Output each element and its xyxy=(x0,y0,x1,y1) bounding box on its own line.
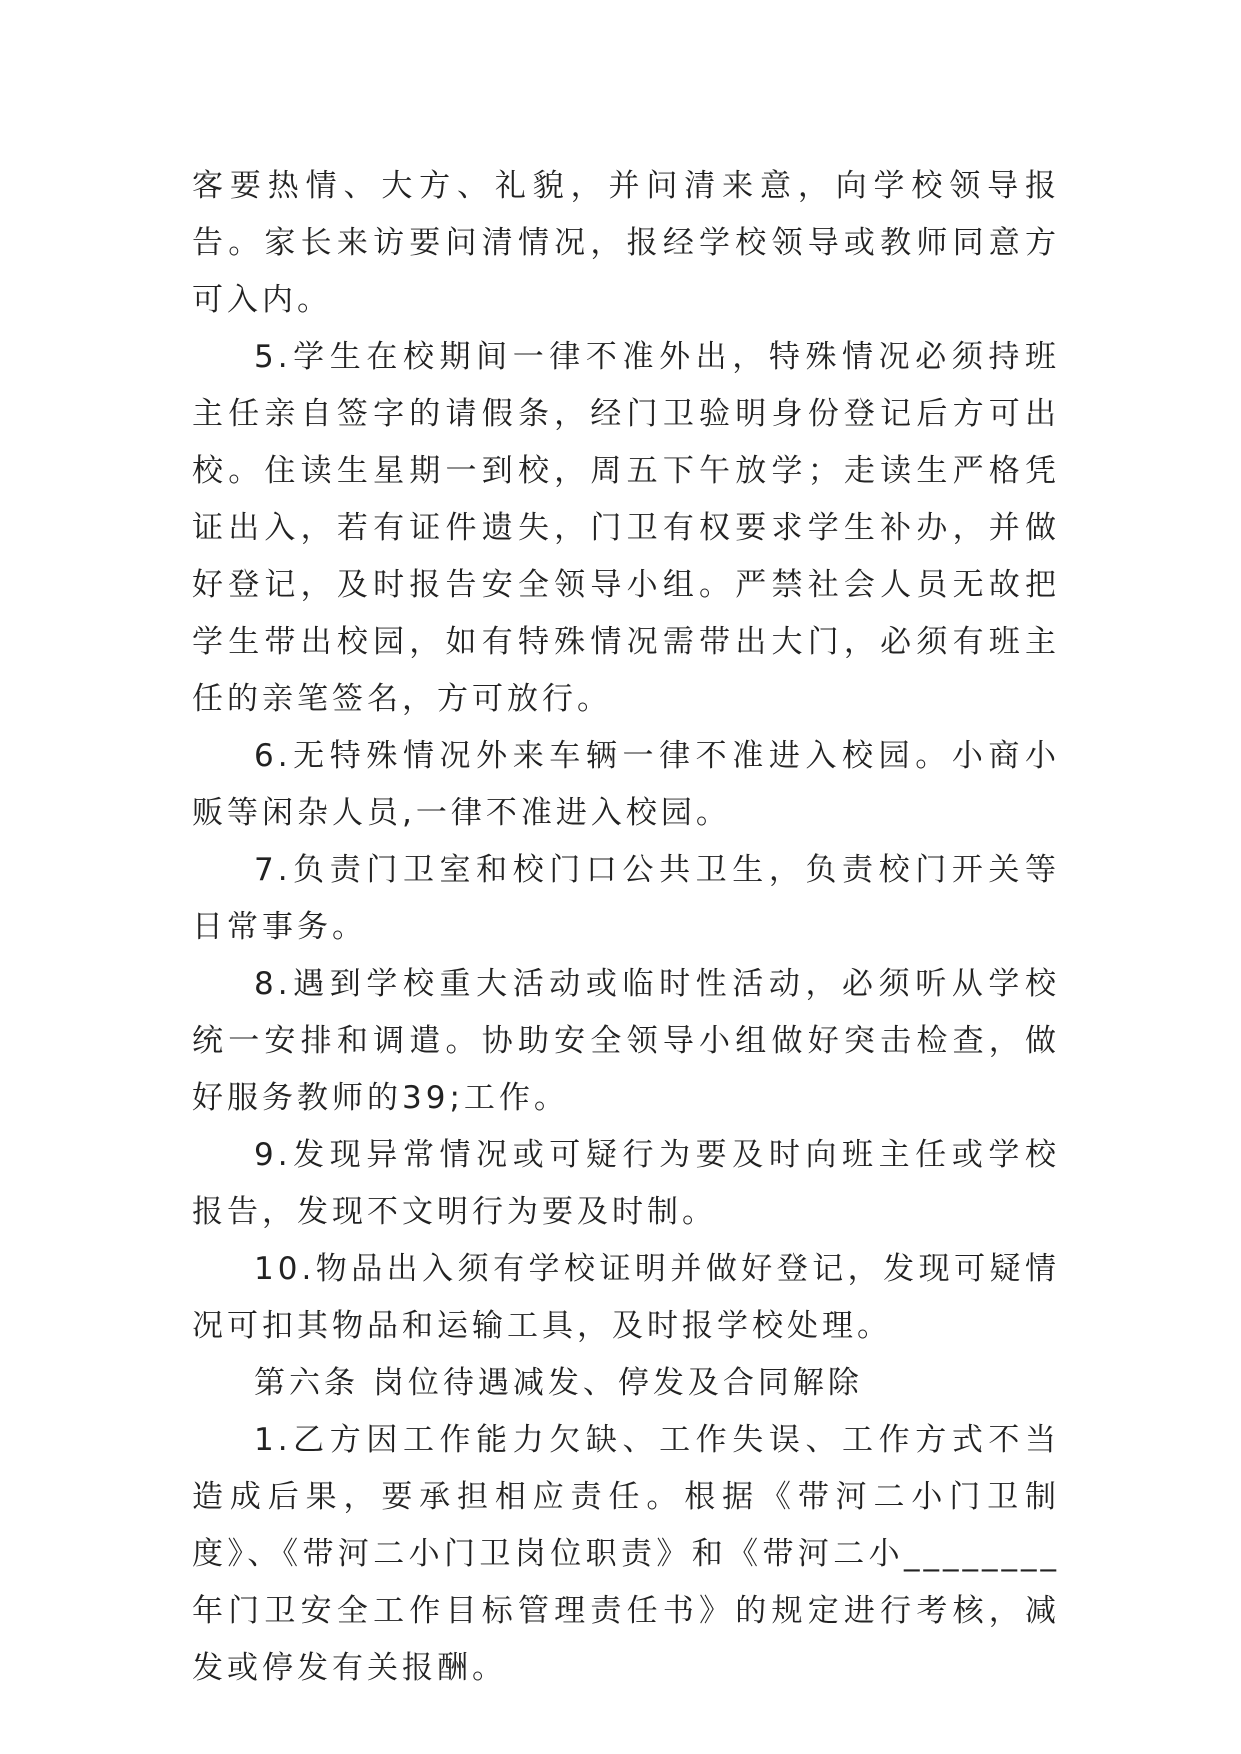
paragraph-item-6: 6.无特殊情况外来车辆一律不准进入校园。小商小贩等闲杂人员,一律不准进入校园。 xyxy=(192,738,1060,831)
paragraph-item-8: 8.遇到学校重大活动或临时性活动，必须听从学校统一安排和调遣。协助安全领导小组做好突击检查，做好服务教师的39;工作。 xyxy=(192,966,1060,1116)
paragraph-item-7: 7.负责门卫室和校门口公共卫生，负责校门开关等日常事务。 xyxy=(192,852,1060,945)
document-body xyxy=(192,158,1060,1697)
paragraph-article-6-item-1: 1.乙方因工作能力欠缺、工作失误、工作方式不当造成后果，要承担相应责任。根据《带河二小门卫制度》、《带河二小门卫岗位职责》和《带河二小________年门卫安全工作目标管理责任书》的规定进行考核，减发或停发有关报酬。 xyxy=(192,1422,1060,1686)
paragraph-item-9: 9.发现异常情况或可疑行为要及时向班主任或学校报告，发现不文明行为要及时制。 xyxy=(192,1137,1060,1230)
paragraph-item-5: 5.学生在校期间一律不准外出，特殊情况必须持班主任亲自签字的请假条，经门卫验明身份登记后方可出校。住读生星期一到校，周五下午放学；走读生严格凭证出入，若有证件遗失，门卫有权要求学生补办，并做好登记，及时报告安全领导小组。严禁社会人员无故把学生带出校园，如有特殊情况需带出大门，必须有班主任的亲笔签名，方可放行。 xyxy=(192,339,1060,717)
paragraph-continuation: 客要热情、大方、礼貌，并问清来意，向学校领导报告。家长来访要问清情况，报经学校领导或教师同意方可入内。 xyxy=(192,168,1060,318)
paragraph-item-10: 10.物品出入须有学校证明并做好登记，发现可疑情况可扣其物品和运输工具，及时报学校处理。 xyxy=(192,1251,1060,1344)
section-heading-article-6: 第六条 岗位待遇减发、停发及合同解除 xyxy=(254,1365,863,1401)
